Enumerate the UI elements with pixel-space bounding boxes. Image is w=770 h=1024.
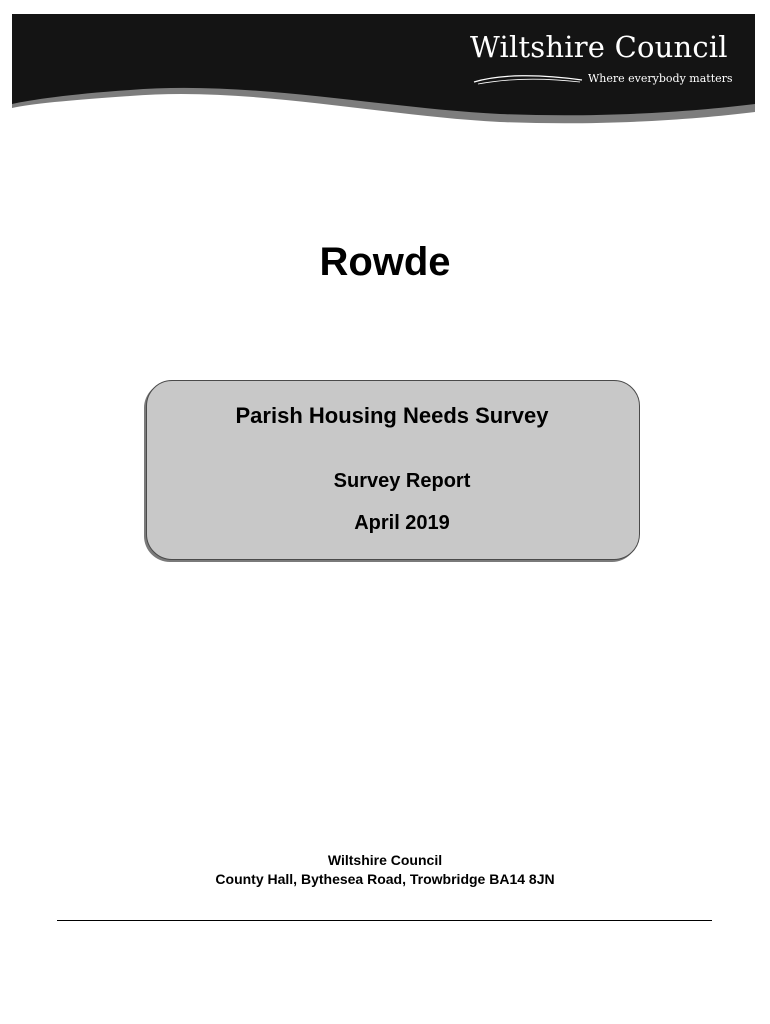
council-tagline: Where everybody matters — [588, 72, 733, 85]
council-logo-text: Wiltshire Council — [470, 30, 728, 64]
footer-address: County Hall, Bythesea Road, Trowbridge BA14 8JN — [215, 871, 555, 887]
survey-heading: Parish Housing Needs Survey — [235, 403, 549, 428]
report-date: April 2019 — [354, 512, 450, 534]
logo-swoosh-icon — [470, 70, 588, 86]
summary-box — [146, 380, 640, 560]
report-subtitle: Survey Report — [333, 470, 471, 492]
footer-divider — [57, 920, 712, 921]
document-title: Rowde — [319, 240, 451, 284]
footer-organisation: Wiltshire Council — [327, 852, 443, 868]
header-banner — [0, 0, 770, 135]
